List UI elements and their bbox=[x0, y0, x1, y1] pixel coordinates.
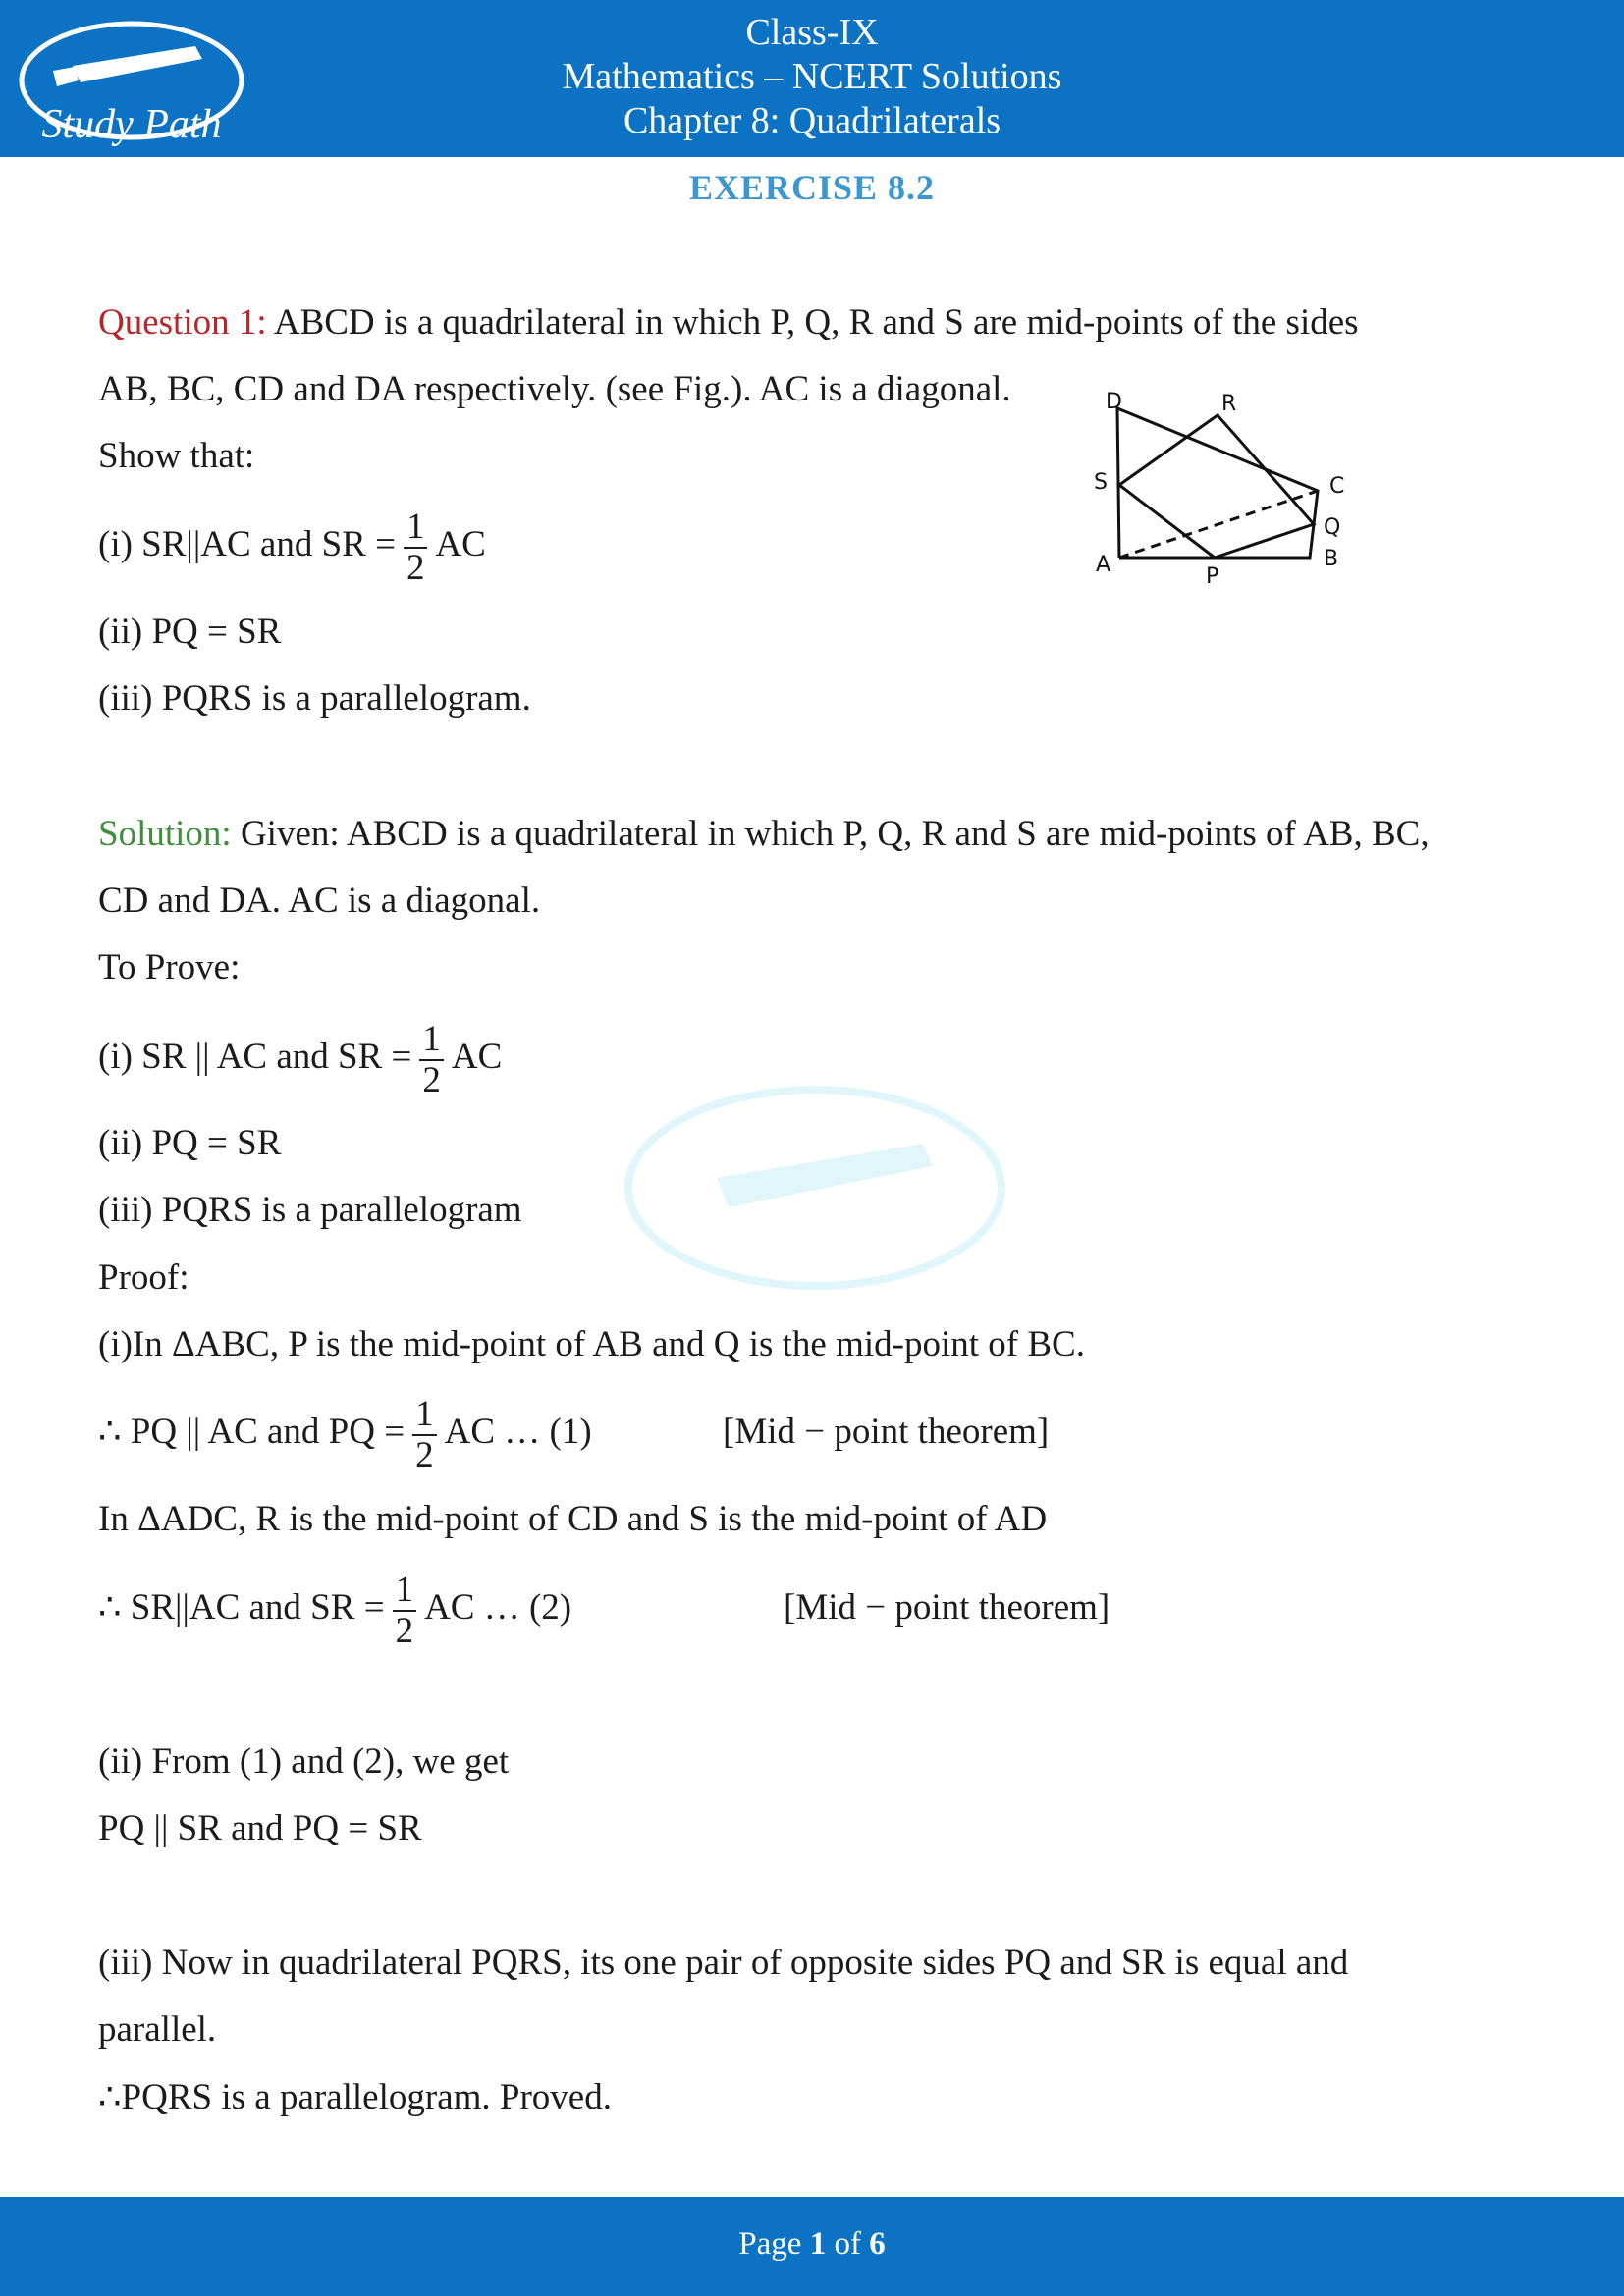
eq1-pre: ∴ PQ || AC and PQ = bbox=[98, 1412, 406, 1452]
frac-den: 2 bbox=[422, 1059, 441, 1100]
label-A: A bbox=[1096, 553, 1111, 577]
page-footer bbox=[0, 2197, 1624, 2296]
fraction bbox=[393, 1571, 417, 1651]
frac-num: 1 bbox=[419, 1020, 444, 1061]
proof-ii-result: PQ || SR and PQ = SR bbox=[98, 1808, 422, 1848]
quad-PQRS bbox=[1119, 415, 1314, 558]
frac-den: 2 bbox=[415, 1434, 434, 1475]
proof-iii-line-1: (iii) Now in quadrilateral PQRS, its one pair of opposite sides PQ and SR is equal and bbox=[98, 1943, 1349, 1983]
adc-statement: In ΔADC, R is the mid-point of CD and S is the mid-point of AD bbox=[98, 1499, 1048, 1539]
equation-1-reason: [Mid − point theorem] bbox=[723, 1412, 1050, 1452]
page-number: 1 bbox=[809, 2226, 827, 2262]
to-prove-ii: (ii) PQ = SR bbox=[98, 1123, 282, 1163]
label-B: B bbox=[1324, 547, 1339, 571]
solution-line-2: CD and DA. AC is a diagonal. bbox=[98, 881, 541, 921]
page-word: Page bbox=[738, 2226, 802, 2262]
solution-text-1: Given: ABCD is a quadrilateral in which P, Q, R and S are mid-points of AB, BC, bbox=[231, 814, 1430, 854]
fraction bbox=[412, 1395, 437, 1475]
question-text-1: ABCD is a quadrilateral in which P, Q, R and S are mid-points of the sides bbox=[266, 302, 1359, 343]
tpi-post: AC bbox=[451, 1037, 503, 1077]
eq2-post: AC … (2) bbox=[424, 1587, 572, 1628]
question-line-2: AB, BC, CD and DA respectively. (see Fig.). AC is a diagonal. bbox=[98, 369, 1011, 409]
label-Q: Q bbox=[1324, 515, 1341, 540]
logo-text: Study Path bbox=[41, 102, 222, 147]
conclusion: ∴PQRS is a parallelogram. Proved. bbox=[98, 2077, 612, 2117]
question-part-ii: (ii) PQ = SR bbox=[98, 612, 282, 652]
solution-line-1 bbox=[98, 813, 1430, 856]
to-prove-heading: To Prove: bbox=[98, 947, 241, 988]
label-P: P bbox=[1206, 564, 1219, 589]
diagonal-AC bbox=[1119, 491, 1318, 558]
frac-num: 1 bbox=[393, 1571, 417, 1612]
fraction bbox=[404, 507, 428, 588]
fraction bbox=[419, 1020, 444, 1100]
equation-2-reason: [Mid − point theorem] bbox=[784, 1587, 1110, 1628]
proof-heading: Proof: bbox=[98, 1257, 189, 1298]
frac-den: 2 bbox=[395, 1610, 414, 1651]
page-total: 6 bbox=[869, 2226, 886, 2262]
equation-1 bbox=[98, 1388, 592, 1476]
proof-i: (i)In ΔABC, P is the mid-point of AB and Q is the mid-point of BC. bbox=[98, 1324, 1085, 1364]
to-prove-iii: (iii) PQRS is a parallelogram bbox=[98, 1190, 522, 1230]
quadrilateral-figure bbox=[1080, 389, 1375, 595]
label-S: S bbox=[1094, 470, 1108, 495]
frac-num: 1 bbox=[404, 507, 428, 549]
frac-den: 2 bbox=[406, 547, 425, 588]
question-line-1 bbox=[98, 301, 1359, 345]
page-header bbox=[0, 0, 1624, 157]
label-D: D bbox=[1106, 390, 1122, 414]
show-that: Show that: bbox=[98, 436, 255, 476]
to-prove-i bbox=[98, 1013, 502, 1101]
quad-ABCD bbox=[1117, 408, 1318, 558]
question-part-iii: (iii) PQRS is a parallelogram. bbox=[98, 678, 531, 719]
chapter-title: Chapter 8: Quadrilaterals bbox=[623, 100, 1001, 141]
study-path-watermark bbox=[609, 1070, 1021, 1325]
label-C: C bbox=[1329, 474, 1345, 499]
class-title: Class-IX bbox=[745, 12, 879, 53]
frac-num: 1 bbox=[412, 1395, 437, 1436]
question-label: Question 1: bbox=[98, 302, 267, 343]
equation-2 bbox=[98, 1564, 571, 1652]
eq2-pre: ∴ SR||AC and SR = bbox=[98, 1587, 385, 1628]
subject-title: Mathematics – NCERT Solutions bbox=[562, 56, 1062, 97]
tpi-pre: (i) SR || AC and SR = bbox=[98, 1037, 412, 1077]
proof-iii-line-2: parallel. bbox=[98, 2009, 217, 2050]
question-part-i bbox=[98, 501, 486, 589]
qi-pre: (i) SR||AC and SR = bbox=[98, 524, 396, 564]
exercise-title: EXERCISE 8.2 bbox=[688, 168, 936, 207]
page-indicator bbox=[0, 2226, 1624, 2263]
proof-ii: (ii) From (1) and (2), we get bbox=[98, 1741, 510, 1782]
eq1-post: AC … (1) bbox=[444, 1412, 592, 1452]
qi-post: AC bbox=[435, 524, 486, 564]
label-R: R bbox=[1221, 392, 1237, 416]
solution-label: Solution: bbox=[98, 814, 232, 854]
of-word: of bbox=[834, 2226, 861, 2262]
